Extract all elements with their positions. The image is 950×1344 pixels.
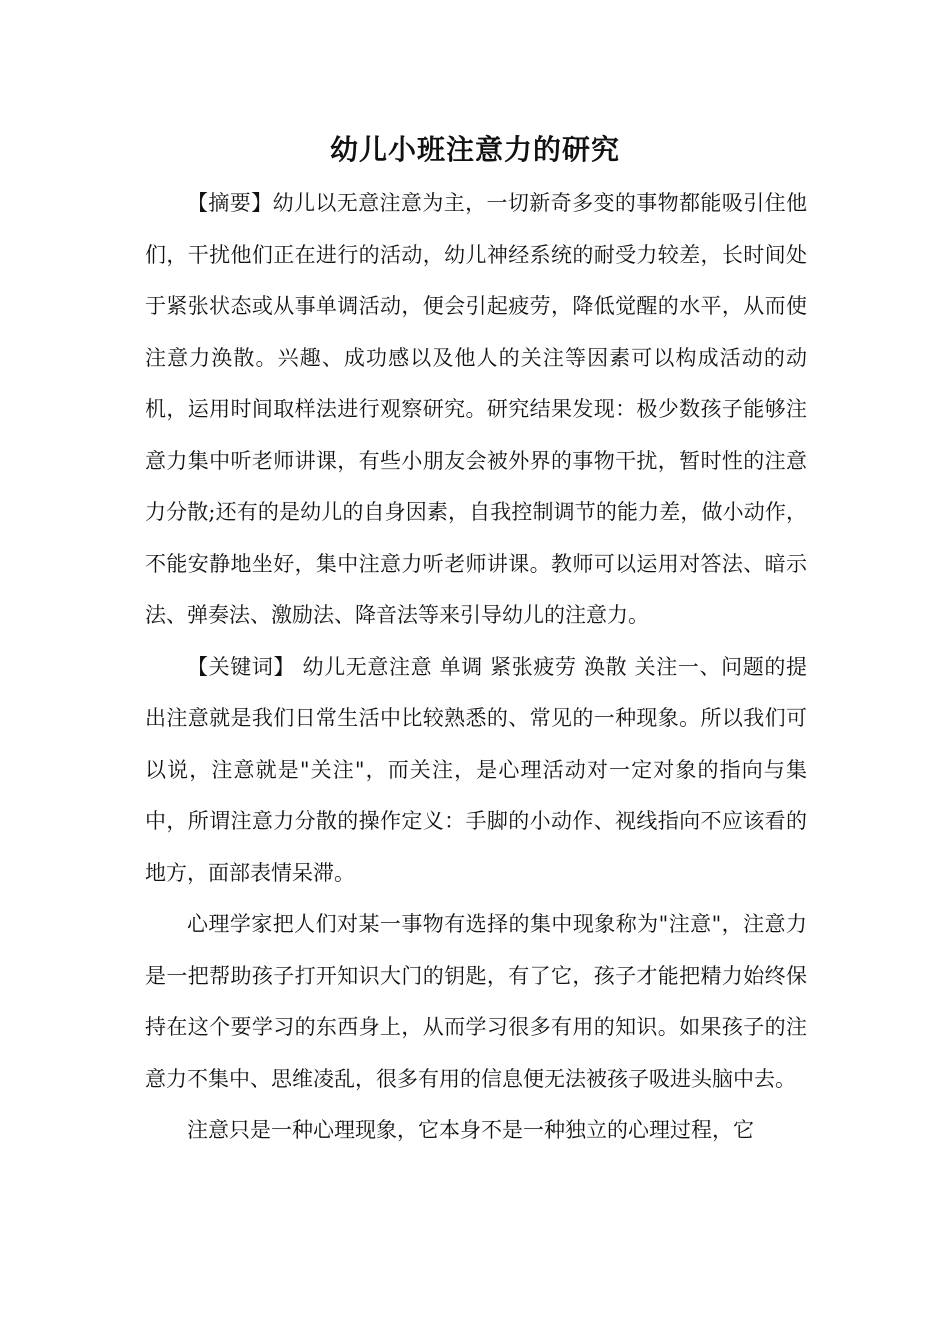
abstract-paragraph: 【摘要】幼儿以无意注意为主，一切新奇多变的事物都能吸引住他们，干扰他们正在进行的活动，幼儿神经系统的耐受力较差，长时间处于紧张状态或从事单调活动，便会引起疲劳，降低觉醒的水平，从而使注意力涣散。兴趣、成功感以及他人的关注等因素可以构成活动的动机，运用时间取样法进行观察研究。研究结果发现：极少数孩子能够注意力集中听老师讲课，有些小朋友会被外界的事物干扰，暂时性的注意力分散;还有的是幼儿的自身因素，自我控制调节的能力差，做小动作，不能安静地坐好，集中注意力听老师讲课。教师可以运用对答法、暗示法、弹奏法、激励法、降音法等来引导幼儿的注意力。: [145, 191, 807, 627]
keywords-paragraph: 【关键词】 幼儿无意注意 单调 紧张疲劳 涣散 关注一、问题的提出注意就是我们日常生活中比较熟悉的、常见的一种现象。所以我们可以说，注意就是"关注"，而关注，是心理活动对一定对象的指向与集中，所谓注意力分散的操作定义：手脚的小动作、视线指向不应该看的地方，面部表情呆滞。: [145, 654, 807, 885]
body-paragraph: 注意只是一种心理现象，它本身不是一种独立的心理过程，它: [187, 1118, 754, 1142]
document-body: [145, 178, 807, 1157]
body-paragraph: 心理学家把人们对某一事物有选择的集中现象称为"注意"，注意力是一把帮助孩子打开知识大门的钥匙，有了它，孩子才能把精力始终保持在这个要学习的东西身上，从而学习很多有用的知识。如果孩子的注意力不集中、思维凌乱，很多有用的信息便无法被孩子吸进头脑中去。: [145, 912, 807, 1091]
document-title: 幼儿小班注意力的研究: [329, 133, 620, 166]
